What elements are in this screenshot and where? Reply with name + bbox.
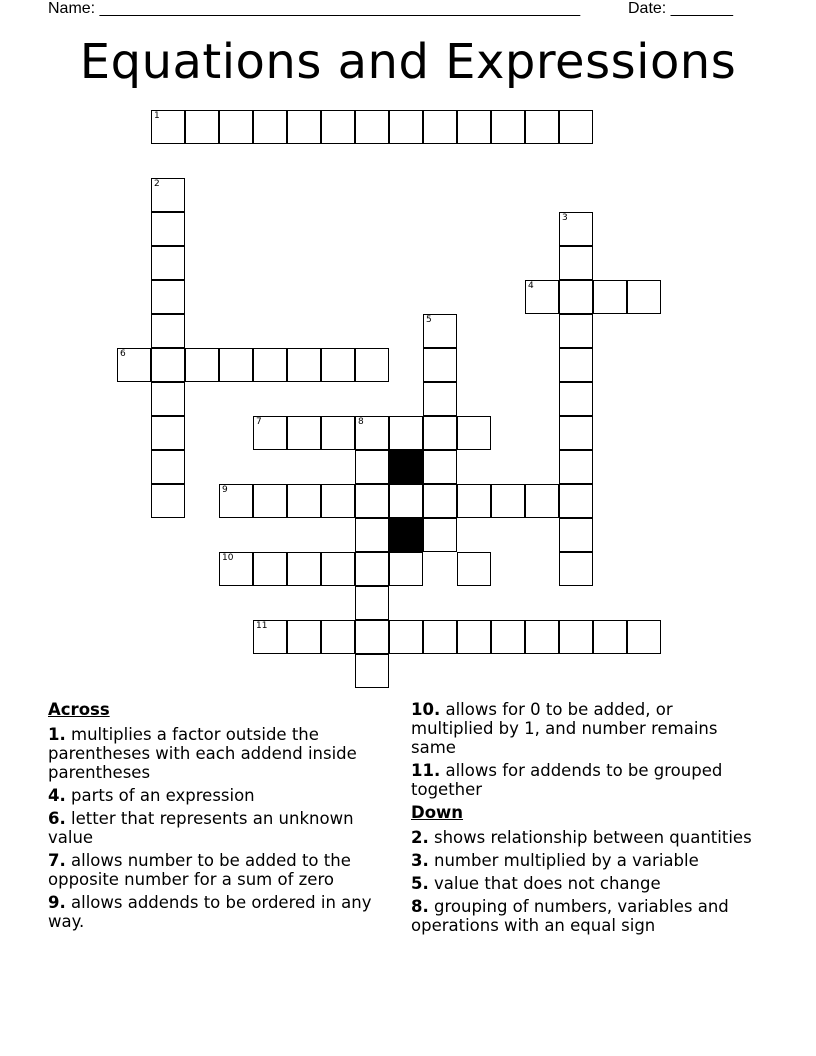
clue-text: shows relationship between quantities <box>434 828 752 847</box>
crossword-cell[interactable] <box>151 110 185 144</box>
clue-number-label: 4 <box>528 281 534 291</box>
clue-number-label: 2 <box>154 179 160 189</box>
crossword-cell[interactable] <box>321 484 355 518</box>
crossword-cell[interactable] <box>389 110 423 144</box>
crossword-cell[interactable] <box>457 416 491 450</box>
clue-number-label: 5 <box>426 315 432 325</box>
crossword-cell[interactable] <box>559 110 593 144</box>
crossword-cell[interactable] <box>117 348 151 382</box>
clue-number: 1. <box>48 725 66 744</box>
crossword-cell[interactable] <box>457 484 491 518</box>
crossword-cell[interactable] <box>287 348 321 382</box>
clue-text: allows number to be added to the opposite number for a sum of zero <box>48 851 351 889</box>
crossword-cell[interactable] <box>423 382 457 416</box>
crossword-cell[interactable] <box>457 552 491 586</box>
crossword-cell[interactable] <box>559 314 593 348</box>
crossword-cell[interactable] <box>321 348 355 382</box>
clue-down-2 <box>411 828 756 847</box>
clue-text: allows for addends to be grouped together <box>411 761 723 799</box>
crossword-cell[interactable] <box>355 518 389 552</box>
crossword-cell[interactable] <box>253 110 287 144</box>
crossword-cell[interactable] <box>593 620 627 654</box>
clue-across-6 <box>48 809 383 847</box>
crossword-cell[interactable] <box>253 484 287 518</box>
crossword-cell[interactable] <box>219 484 253 518</box>
clue-number-label: 10 <box>222 553 234 563</box>
clue-number: 6. <box>48 809 66 828</box>
clue-text: number multiplied by a variable <box>434 851 699 870</box>
crossword-cell[interactable] <box>457 110 491 144</box>
crossword-cell[interactable] <box>151 382 185 416</box>
crossword-cell[interactable] <box>389 620 423 654</box>
crossword-cell[interactable] <box>185 348 219 382</box>
crossword-cell[interactable] <box>151 314 185 348</box>
clue-across-11 <box>411 761 756 799</box>
clue-across-9 <box>48 893 383 931</box>
black-square <box>389 450 423 484</box>
crossword-cell[interactable] <box>423 416 457 450</box>
clue-number-label: 9 <box>222 485 228 495</box>
crossword-cell[interactable] <box>389 552 423 586</box>
crossword-cell[interactable] <box>423 348 457 382</box>
down-heading: Down <box>411 803 464 822</box>
crossword-cell[interactable] <box>151 212 185 246</box>
crossword-cell[interactable] <box>287 620 321 654</box>
crossword-cell[interactable] <box>559 620 593 654</box>
clue-number-label: 6 <box>120 349 126 359</box>
crossword-cell[interactable] <box>423 110 457 144</box>
crossword-cell[interactable] <box>559 246 593 280</box>
date-field[interactable]: Date: _______ <box>628 0 733 17</box>
crossword-cell[interactable] <box>491 484 525 518</box>
crossword-cell[interactable] <box>559 450 593 484</box>
clue-number: 3. <box>411 851 429 870</box>
clue-number: 9. <box>48 893 66 912</box>
clue-text: multiplies a factor outside the parentheses with each addend inside parentheses <box>48 725 357 782</box>
clue-text: grouping of numbers, variables and operations with an equal sign <box>411 897 729 935</box>
crossword-cell[interactable] <box>151 246 185 280</box>
crossword-cell[interactable] <box>219 348 253 382</box>
clue-across-7 <box>48 851 383 889</box>
clues-right-column <box>411 700 756 939</box>
crossword-cell[interactable] <box>151 348 185 382</box>
clue-across-10 <box>411 700 756 757</box>
crossword-cell[interactable] <box>491 620 525 654</box>
clue-number-label: 8 <box>358 417 364 427</box>
clue-across-4 <box>48 786 383 805</box>
crossword-cell[interactable] <box>219 110 253 144</box>
crossword-cell[interactable] <box>559 518 593 552</box>
clue-number: 11. <box>411 761 441 780</box>
crossword-cell[interactable] <box>457 620 491 654</box>
crossword-cell[interactable] <box>559 484 593 518</box>
crossword-cell[interactable] <box>491 110 525 144</box>
clue-down-5 <box>411 874 756 893</box>
crossword-cell[interactable] <box>151 280 185 314</box>
crossword-cell[interactable] <box>559 348 593 382</box>
crossword-cell[interactable] <box>525 110 559 144</box>
crossword-cell[interactable] <box>355 586 389 620</box>
crossword-cell[interactable] <box>287 110 321 144</box>
clue-number: 10. <box>411 700 441 719</box>
crossword-cell[interactable] <box>355 620 389 654</box>
clue-number-label: 7 <box>256 417 262 427</box>
crossword-cell[interactable] <box>151 450 185 484</box>
crossword-cell[interactable] <box>559 212 593 246</box>
clue-text: allows for 0 to be added, or multiplied by 1, and number remains same <box>411 700 718 757</box>
crossword-cell[interactable] <box>525 280 559 314</box>
crossword-cell[interactable] <box>321 552 355 586</box>
crossword-cell[interactable] <box>423 314 457 348</box>
crossword-cell[interactable] <box>355 416 389 450</box>
clue-text: allows addends to be ordered in any way. <box>48 893 372 931</box>
crossword-cell[interactable] <box>559 382 593 416</box>
clue-number-label: 3 <box>562 213 568 223</box>
clue-text: value that does not change <box>434 874 661 893</box>
crossword-cell[interactable] <box>559 280 593 314</box>
crossword-cell[interactable] <box>151 416 185 450</box>
crossword-cell[interactable] <box>355 110 389 144</box>
crossword-cell[interactable] <box>355 552 389 586</box>
clue-number: 8. <box>411 897 429 916</box>
crossword-cell[interactable] <box>525 620 559 654</box>
black-square <box>389 518 423 552</box>
crossword-cell[interactable] <box>321 416 355 450</box>
crossword-cell[interactable] <box>253 552 287 586</box>
clue-number-label: 1 <box>154 111 160 121</box>
crossword-cell[interactable] <box>321 110 355 144</box>
crossword-cell[interactable] <box>185 110 219 144</box>
crossword-cell[interactable] <box>151 178 185 212</box>
clue-number: 2. <box>411 828 429 847</box>
crossword-cell[interactable] <box>253 348 287 382</box>
clue-number: 5. <box>411 874 429 893</box>
clue-number: 4. <box>48 786 66 805</box>
name-field[interactable]: Name: ______________________________________________________ <box>48 0 581 17</box>
clues-left-column <box>48 700 383 935</box>
clue-number: 7. <box>48 851 66 870</box>
crossword-cell[interactable] <box>151 484 185 518</box>
crossword-cell[interactable] <box>287 484 321 518</box>
crossword-cell[interactable] <box>559 416 593 450</box>
crossword-cell[interactable] <box>627 620 661 654</box>
crossword-cell[interactable] <box>423 518 457 552</box>
crossword-cell[interactable] <box>287 552 321 586</box>
crossword-cell[interactable] <box>219 552 253 586</box>
crossword-cell[interactable] <box>321 620 355 654</box>
crossword-cell[interactable] <box>423 450 457 484</box>
clue-number-label: 11 <box>256 621 268 631</box>
clue-text: letter that represents an unknown value <box>48 809 354 847</box>
clue-down-8 <box>411 897 756 935</box>
crossword-cell[interactable] <box>593 280 627 314</box>
crossword-cell[interactable] <box>559 552 593 586</box>
crossword-cell[interactable] <box>423 484 457 518</box>
crossword-cell[interactable] <box>355 484 389 518</box>
clue-down-3 <box>411 851 756 870</box>
clue-text: parts of an expression <box>71 786 255 805</box>
crossword-cell[interactable] <box>253 620 287 654</box>
crossword-cell[interactable] <box>525 484 559 518</box>
crossword-cell[interactable] <box>423 620 457 654</box>
crossword-cell[interactable] <box>389 484 423 518</box>
crossword-cell[interactable] <box>389 416 423 450</box>
clue-across-1 <box>48 725 383 782</box>
crossword-cell[interactable] <box>253 416 287 450</box>
across-heading: Across <box>48 700 110 719</box>
crossword-cell[interactable] <box>627 280 661 314</box>
crossword-cell[interactable] <box>355 654 389 688</box>
page-title: Equations and Expressions <box>79 34 737 90</box>
crossword-cell[interactable] <box>355 348 389 382</box>
crossword-cell[interactable] <box>355 450 389 484</box>
crossword-cell[interactable] <box>287 416 321 450</box>
